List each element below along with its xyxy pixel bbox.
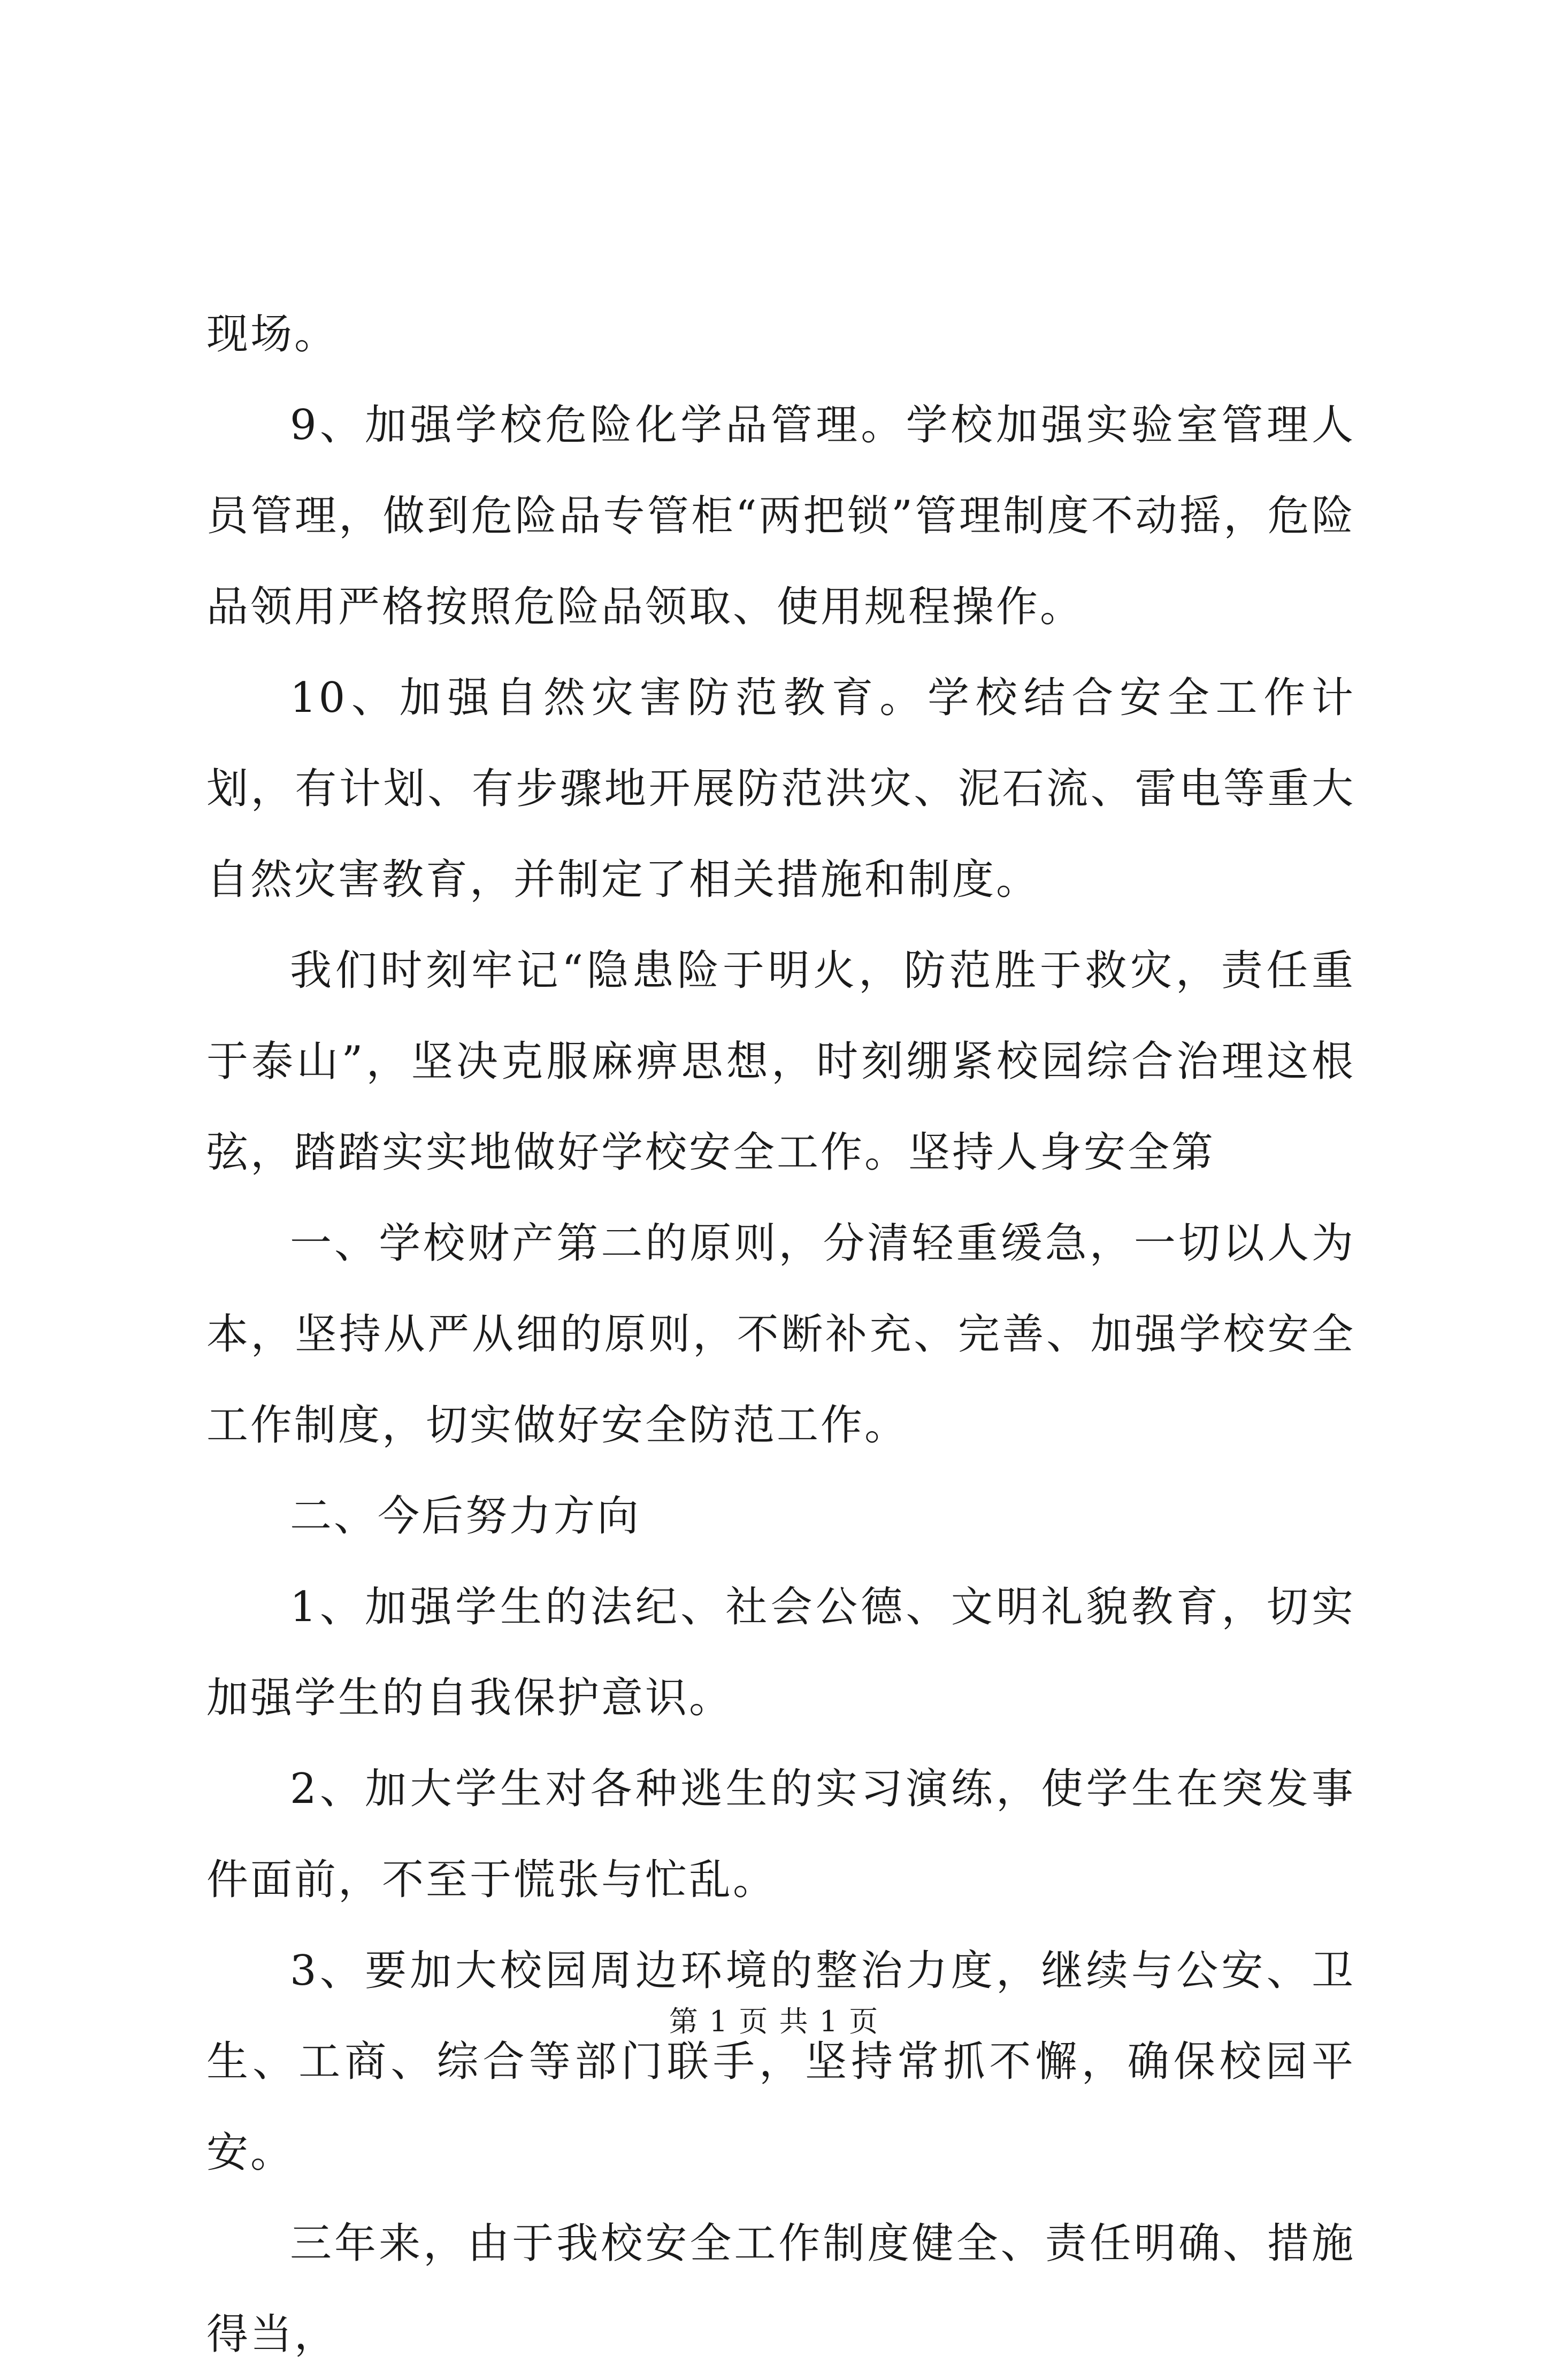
paragraph-direction-2: 2、加大学生对各种逃生的实习演练，使学生在突发事件面前，不至于慌张与忙乱。 (206, 1765, 1355, 1904)
paragraph-item-10: 10、加强自然灾害防范教育。学校结合安全工作计划，有计划、有步骤地开展防范洪灾、泥石流、雷电等重大自然灾害教育，并制定了相关措施和制度。 (206, 674, 1355, 904)
section-heading-future-direction: 二、今后努力方向 (290, 1492, 641, 1540)
page-number-footer: 第 1 页 共 1 页 (669, 2005, 879, 2038)
paragraph-continuation: 现场。 (206, 310, 339, 358)
document-body (206, 289, 1355, 2380)
paragraph-summary: 三年来，由于我校安全工作制度健全、责任明确、措施得当， (206, 2220, 1355, 2359)
paragraph-principle: 一、学校财产第二的原则，分清轻重缓急，一切以人为本，坚持从严从细的原则，不断补充、完善、加强学校安全工作制度，切实做好安全防范工作。 (206, 1219, 1355, 1449)
paragraph-direction-1: 1、加强学生的法纪、社会公德、文明礼貌教育，切实加强学生的自我保护意识。 (206, 1583, 1355, 1722)
paragraph-direction-3: 3、要加大校园周边环境的整治力度，继续与公安、卫生、工商、综合等部门联手，坚持常抓不懈，确保校园平安。 (206, 1947, 1355, 2177)
paragraph-commitment: 我们时刻牢记“隐患险于明火，防范胜于救灾，责任重于泰山”，坚决克服麻痹思想，时刻绷紧校园综合治理这根弦，踏踏实实地做好学校安全工作。坚持人身安全第 (206, 947, 1355, 1177)
paragraph-item-9: 9、加强学校危险化学品管理。学校加强实验室管理人员管理，做到危险品专管柜“两把锁”管理制度不动摇，危险品领用严格按照危险品领取、使用规程操作。 (206, 401, 1355, 631)
